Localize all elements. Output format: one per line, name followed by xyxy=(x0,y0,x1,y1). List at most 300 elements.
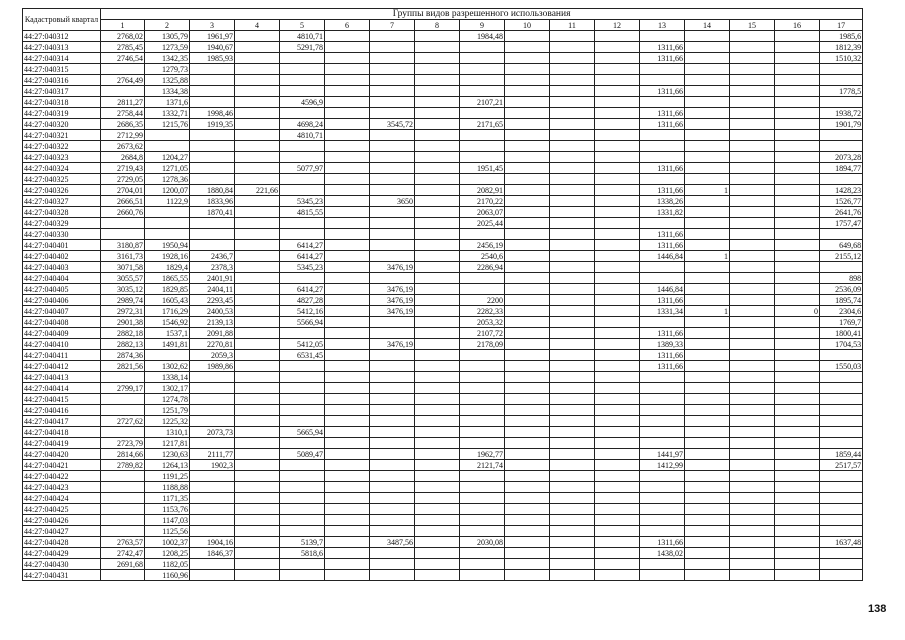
value-cell xyxy=(370,317,415,328)
cadastral-quarter-cell: 44:27:040312 xyxy=(23,31,101,42)
value-cell xyxy=(280,394,325,405)
value-cell xyxy=(730,273,775,284)
value-cell xyxy=(325,251,370,262)
value-cell: 1230,63 xyxy=(145,449,190,460)
value-cell xyxy=(730,185,775,196)
value-cell: 4698,24 xyxy=(280,119,325,130)
value-cell: 2686,35 xyxy=(101,119,145,130)
value-cell xyxy=(370,97,415,108)
value-cell xyxy=(685,361,730,372)
value-cell xyxy=(595,526,640,537)
value-cell xyxy=(820,75,863,86)
value-cell: 2814,66 xyxy=(101,449,145,460)
value-cell: 2270,81 xyxy=(190,339,235,350)
value-cell: 3545,72 xyxy=(370,119,415,130)
value-cell xyxy=(685,262,730,273)
value-cell xyxy=(235,460,280,471)
value-cell xyxy=(325,240,370,251)
value-cell: 1371,6 xyxy=(145,97,190,108)
value-cell xyxy=(595,262,640,273)
table-row xyxy=(23,361,863,372)
value-cell xyxy=(325,284,370,295)
value-cell: 1829,4 xyxy=(145,262,190,273)
value-cell: 2536,09 xyxy=(820,284,863,295)
value-cell: 2704,01 xyxy=(101,185,145,196)
value-cell xyxy=(820,438,863,449)
value-cell xyxy=(101,64,145,75)
value-cell: 3055,57 xyxy=(101,273,145,284)
value-cell xyxy=(280,405,325,416)
cadastral-quarter-cell: 44:27:040404 xyxy=(23,273,101,284)
value-cell xyxy=(415,306,460,317)
value-cell xyxy=(505,108,550,119)
value-cell: 1334,38 xyxy=(145,86,190,97)
value-cell: 1984,48 xyxy=(460,31,505,42)
value-cell: 2673,62 xyxy=(101,141,145,152)
value-cell xyxy=(775,438,820,449)
value-cell xyxy=(370,108,415,119)
value-cell: 4815,55 xyxy=(280,207,325,218)
value-cell xyxy=(460,141,505,152)
value-cell: 2200 xyxy=(460,295,505,306)
value-cell xyxy=(640,218,685,229)
value-cell xyxy=(640,152,685,163)
value-cell: 2660,76 xyxy=(101,207,145,218)
column-number-header: 10 xyxy=(505,20,550,31)
value-cell: 2799,17 xyxy=(101,383,145,394)
cadastral-quarter-cell: 44:27:040420 xyxy=(23,449,101,460)
value-cell xyxy=(235,350,280,361)
cadastral-quarter-cell: 44:27:040319 xyxy=(23,108,101,119)
cadastral-quarter-cell: 44:27:040430 xyxy=(23,559,101,570)
value-cell xyxy=(370,559,415,570)
value-cell xyxy=(550,207,595,218)
value-cell: 1441,97 xyxy=(640,449,685,460)
cadastral-quarter-cell: 44:27:040415 xyxy=(23,394,101,405)
value-cell xyxy=(775,42,820,53)
value-cell xyxy=(775,537,820,548)
value-cell: 1546,92 xyxy=(145,317,190,328)
value-cell xyxy=(730,31,775,42)
kv-header-label: Кадастровый квартал xyxy=(24,15,99,24)
cadastral-quarter-cell: 44:27:040422 xyxy=(23,471,101,482)
value-cell: 6414,27 xyxy=(280,251,325,262)
value-cell xyxy=(460,42,505,53)
value-cell xyxy=(370,427,415,438)
table-row xyxy=(23,163,863,174)
value-cell xyxy=(775,383,820,394)
cadastral-quarter-cell: 44:27:040408 xyxy=(23,317,101,328)
value-cell xyxy=(775,119,820,130)
value-cell xyxy=(685,97,730,108)
value-cell: 3476,19 xyxy=(370,284,415,295)
value-cell xyxy=(685,449,730,460)
value-cell: 1200,07 xyxy=(145,185,190,196)
cadastral-quarter-cell: 44:27:040413 xyxy=(23,372,101,383)
value-cell xyxy=(415,163,460,174)
page-number: 138 xyxy=(868,603,887,615)
value-cell: 2723,79 xyxy=(101,438,145,449)
value-cell: 3476,19 xyxy=(370,339,415,350)
value-cell: 5665,94 xyxy=(280,427,325,438)
table-row xyxy=(23,42,863,53)
value-cell xyxy=(235,328,280,339)
table-row xyxy=(23,570,863,581)
value-cell xyxy=(640,64,685,75)
value-cell: 1716,29 xyxy=(145,306,190,317)
value-cell: 2540,6 xyxy=(460,251,505,262)
value-cell xyxy=(685,438,730,449)
cadastral-quarter-cell: 44:27:040426 xyxy=(23,515,101,526)
value-cell xyxy=(730,251,775,262)
table-row xyxy=(23,306,863,317)
value-cell xyxy=(370,207,415,218)
value-cell xyxy=(235,196,280,207)
value-cell: 2641,76 xyxy=(820,207,863,218)
value-cell xyxy=(415,339,460,350)
value-cell xyxy=(235,251,280,262)
value-cell xyxy=(685,119,730,130)
value-cell xyxy=(505,75,550,86)
value-cell xyxy=(235,493,280,504)
value-cell xyxy=(415,493,460,504)
value-cell xyxy=(190,86,235,97)
kv-column-header xyxy=(23,9,101,31)
table-row xyxy=(23,119,863,130)
value-cell xyxy=(775,339,820,350)
table-row xyxy=(23,130,863,141)
value-cell: 2758,44 xyxy=(101,108,145,119)
value-cell xyxy=(730,163,775,174)
value-cell xyxy=(595,416,640,427)
cadastral-quarter-cell: 44:27:040318 xyxy=(23,97,101,108)
value-cell xyxy=(235,53,280,64)
value-cell xyxy=(595,229,640,240)
value-cell xyxy=(415,515,460,526)
value-cell xyxy=(685,504,730,515)
value-cell xyxy=(325,526,370,537)
value-cell xyxy=(685,383,730,394)
value-cell: 1389,33 xyxy=(640,339,685,350)
value-cell: 1160,96 xyxy=(145,570,190,581)
value-cell xyxy=(505,559,550,570)
value-cell xyxy=(415,229,460,240)
value-cell xyxy=(595,449,640,460)
value-cell xyxy=(145,229,190,240)
value-cell xyxy=(505,438,550,449)
value-cell xyxy=(775,372,820,383)
value-cell xyxy=(415,438,460,449)
value-cell xyxy=(595,350,640,361)
value-cell: 2139,13 xyxy=(190,317,235,328)
value-cell xyxy=(325,273,370,284)
value-cell xyxy=(730,306,775,317)
value-cell xyxy=(415,262,460,273)
table-row xyxy=(23,482,863,493)
value-cell xyxy=(640,515,685,526)
value-cell xyxy=(595,251,640,262)
value-cell: 1305,79 xyxy=(145,31,190,42)
value-cell xyxy=(415,548,460,559)
value-cell: 1311,66 xyxy=(640,361,685,372)
value-cell xyxy=(325,64,370,75)
column-number-header: 12 xyxy=(595,20,640,31)
value-cell: 1311,66 xyxy=(640,86,685,97)
value-cell xyxy=(730,75,775,86)
value-cell: 2712,99 xyxy=(101,130,145,141)
cadastral-quarter-cell: 44:27:040313 xyxy=(23,42,101,53)
value-cell xyxy=(550,141,595,152)
value-cell xyxy=(730,427,775,438)
table-row xyxy=(23,295,863,306)
cadastral-quarter-cell: 44:27:040324 xyxy=(23,163,101,174)
value-cell xyxy=(775,482,820,493)
value-cell xyxy=(550,526,595,537)
value-cell: 3476,19 xyxy=(370,262,415,273)
value-cell xyxy=(550,119,595,130)
value-cell xyxy=(685,75,730,86)
value-cell xyxy=(505,218,550,229)
cadastral-quarter-cell: 44:27:040406 xyxy=(23,295,101,306)
value-cell xyxy=(325,42,370,53)
value-cell: 2091,88 xyxy=(190,328,235,339)
value-cell xyxy=(190,383,235,394)
table-header-row-1 xyxy=(23,9,863,20)
value-cell: 2764,49 xyxy=(101,75,145,86)
value-cell: 2107,21 xyxy=(460,97,505,108)
value-cell xyxy=(280,372,325,383)
value-cell: 4810,71 xyxy=(280,31,325,42)
value-cell xyxy=(280,515,325,526)
value-cell xyxy=(550,438,595,449)
table-row xyxy=(23,86,863,97)
value-cell: 1338,26 xyxy=(640,196,685,207)
value-cell xyxy=(595,515,640,526)
value-cell: 2170,22 xyxy=(460,196,505,207)
value-cell xyxy=(595,537,640,548)
cadastral-quarter-cell: 44:27:040421 xyxy=(23,460,101,471)
value-cell xyxy=(235,471,280,482)
value-cell: 3650 xyxy=(370,196,415,207)
value-cell xyxy=(685,295,730,306)
value-cell: 2293,45 xyxy=(190,295,235,306)
value-cell xyxy=(550,339,595,350)
value-cell xyxy=(550,273,595,284)
value-cell xyxy=(730,130,775,141)
value-cell: 2121,74 xyxy=(460,460,505,471)
value-cell xyxy=(550,504,595,515)
value-cell xyxy=(370,394,415,405)
cadastral-quarter-cell: 44:27:040323 xyxy=(23,152,101,163)
value-cell: 2729,05 xyxy=(101,174,145,185)
value-cell: 5412,05 xyxy=(280,339,325,350)
value-cell: 2763,57 xyxy=(101,537,145,548)
value-cell xyxy=(775,559,820,570)
value-cell xyxy=(775,273,820,284)
value-cell: 1412,99 xyxy=(640,460,685,471)
value-cell xyxy=(415,471,460,482)
value-cell xyxy=(820,416,863,427)
cadastral-quarter-cell: 44:27:040429 xyxy=(23,548,101,559)
value-cell xyxy=(280,416,325,427)
value-cell xyxy=(190,405,235,416)
value-cell xyxy=(775,361,820,372)
value-cell xyxy=(460,130,505,141)
value-cell: 1950,94 xyxy=(145,240,190,251)
value-cell xyxy=(460,229,505,240)
value-cell xyxy=(101,229,145,240)
value-cell: 1311,66 xyxy=(640,119,685,130)
value-cell: 5089,47 xyxy=(280,449,325,460)
value-cell: 1208,25 xyxy=(145,548,190,559)
value-cell xyxy=(415,328,460,339)
value-cell xyxy=(730,548,775,559)
value-cell xyxy=(235,31,280,42)
table-body xyxy=(23,31,863,581)
value-cell xyxy=(190,229,235,240)
value-cell xyxy=(730,108,775,119)
table-row xyxy=(23,108,863,119)
value-cell xyxy=(415,174,460,185)
value-cell xyxy=(550,53,595,64)
value-cell xyxy=(415,559,460,570)
value-cell xyxy=(370,185,415,196)
value-cell: 1122,9 xyxy=(145,196,190,207)
value-cell: 1880,84 xyxy=(190,185,235,196)
value-cell xyxy=(820,174,863,185)
value-cell xyxy=(595,240,640,251)
value-cell xyxy=(775,570,820,581)
value-cell xyxy=(775,460,820,471)
value-cell xyxy=(145,350,190,361)
value-cell xyxy=(730,350,775,361)
cadastral-quarter-cell: 44:27:040418 xyxy=(23,427,101,438)
value-cell xyxy=(235,86,280,97)
value-cell xyxy=(505,86,550,97)
value-cell xyxy=(820,262,863,273)
value-cell xyxy=(685,130,730,141)
value-cell xyxy=(775,504,820,515)
value-cell xyxy=(325,152,370,163)
value-cell xyxy=(280,141,325,152)
value-cell xyxy=(730,86,775,97)
value-cell xyxy=(730,317,775,328)
value-cell xyxy=(415,273,460,284)
value-cell xyxy=(550,295,595,306)
cadastral-quarter-cell: 44:27:040402 xyxy=(23,251,101,262)
value-cell xyxy=(640,75,685,86)
value-cell xyxy=(325,53,370,64)
table-row xyxy=(23,31,863,42)
value-cell xyxy=(370,372,415,383)
cadastral-quarter-cell: 44:27:040428 xyxy=(23,537,101,548)
value-cell xyxy=(190,97,235,108)
cadastral-quarter-cell: 44:27:040314 xyxy=(23,53,101,64)
table-row xyxy=(23,394,863,405)
column-number-header: 8 xyxy=(415,20,460,31)
cadastral-quarter-cell: 44:27:040321 xyxy=(23,130,101,141)
value-cell xyxy=(775,64,820,75)
value-cell xyxy=(505,53,550,64)
value-cell: 2456,19 xyxy=(460,240,505,251)
value-cell: 1985,6 xyxy=(820,31,863,42)
value-cell xyxy=(190,75,235,86)
table-row xyxy=(23,141,863,152)
value-cell: 1757,47 xyxy=(820,218,863,229)
cadastral-quarter-cell: 44:27:040322 xyxy=(23,141,101,152)
value-cell: 2666,51 xyxy=(101,196,145,207)
value-cell xyxy=(775,218,820,229)
cadastral-quarter-cell: 44:27:040325 xyxy=(23,174,101,185)
value-cell xyxy=(550,64,595,75)
cadastral-quarter-cell: 44:27:040403 xyxy=(23,262,101,273)
value-cell xyxy=(730,493,775,504)
value-cell xyxy=(235,537,280,548)
value-cell xyxy=(775,262,820,273)
value-cell xyxy=(325,31,370,42)
value-cell xyxy=(370,548,415,559)
value-cell xyxy=(280,460,325,471)
value-cell xyxy=(505,284,550,295)
value-cell xyxy=(325,416,370,427)
value-cell xyxy=(415,218,460,229)
value-cell xyxy=(775,471,820,482)
value-cell: 1311,66 xyxy=(640,185,685,196)
value-cell xyxy=(325,493,370,504)
value-cell xyxy=(280,361,325,372)
value-cell xyxy=(370,449,415,460)
value-cell xyxy=(640,438,685,449)
value-cell xyxy=(325,339,370,350)
value-cell xyxy=(415,42,460,53)
value-cell xyxy=(415,64,460,75)
table-row xyxy=(23,405,863,416)
value-cell: 1985,93 xyxy=(190,53,235,64)
value-cell xyxy=(370,526,415,537)
cadastral-quarter-cell: 44:27:040401 xyxy=(23,240,101,251)
value-cell xyxy=(595,64,640,75)
value-cell xyxy=(685,174,730,185)
value-cell: 6414,27 xyxy=(280,284,325,295)
value-cell xyxy=(505,350,550,361)
value-cell xyxy=(235,207,280,218)
value-cell xyxy=(730,471,775,482)
value-cell xyxy=(460,548,505,559)
value-cell xyxy=(550,416,595,427)
value-cell xyxy=(235,218,280,229)
value-cell xyxy=(685,570,730,581)
value-cell: 1894,77 xyxy=(820,163,863,174)
value-cell xyxy=(235,240,280,251)
value-cell: 3487,56 xyxy=(370,537,415,548)
value-cell xyxy=(370,152,415,163)
value-cell xyxy=(730,141,775,152)
value-cell xyxy=(235,427,280,438)
value-cell xyxy=(685,240,730,251)
value-cell xyxy=(460,53,505,64)
value-cell xyxy=(190,64,235,75)
value-cell xyxy=(460,526,505,537)
value-cell: 2811,27 xyxy=(101,97,145,108)
value-cell xyxy=(325,130,370,141)
value-cell: 1147,03 xyxy=(145,515,190,526)
value-cell xyxy=(325,537,370,548)
value-cell xyxy=(640,471,685,482)
value-cell xyxy=(730,372,775,383)
value-cell xyxy=(730,229,775,240)
value-cell xyxy=(370,86,415,97)
value-cell xyxy=(505,339,550,350)
